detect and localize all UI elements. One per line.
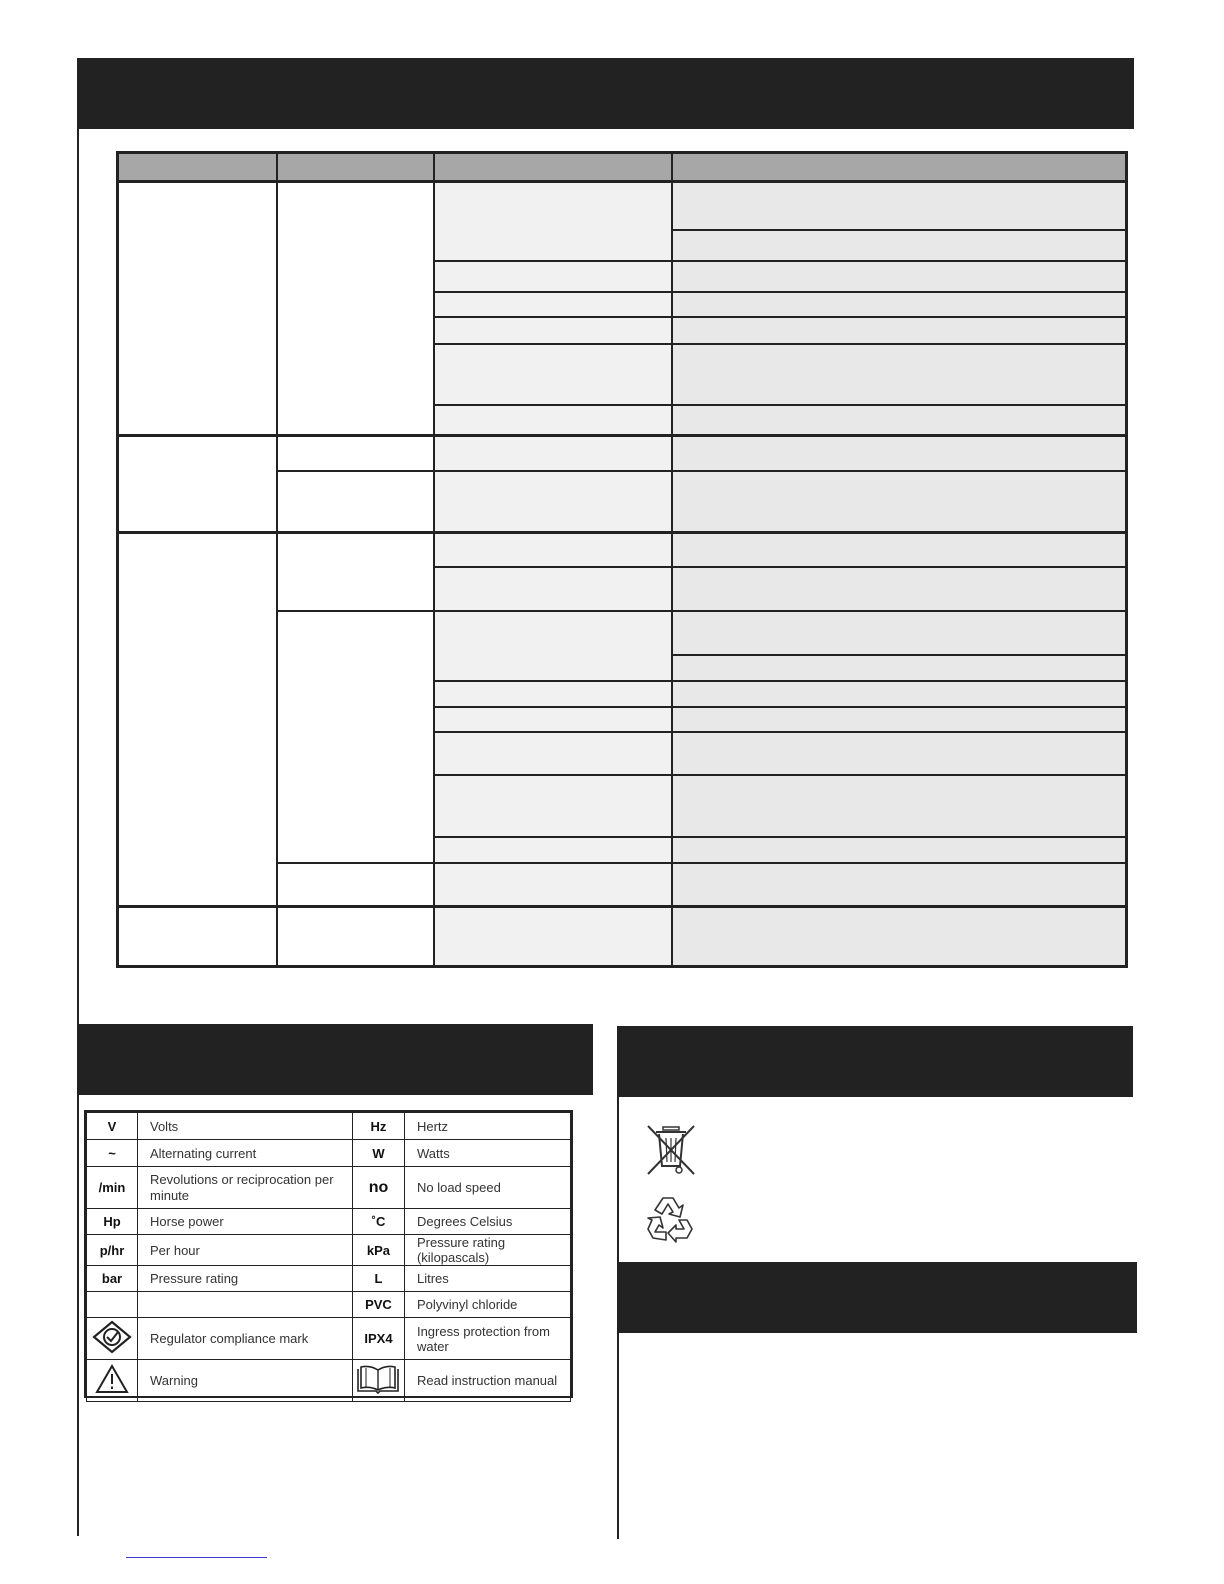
symbol-abbr: ~ [87, 1140, 138, 1167]
symbols-header-bar [77, 1024, 593, 1095]
grid-divider [671, 154, 673, 965]
symbol-abbr [87, 1292, 138, 1318]
symbol-desc: Revolutions or reciprocation per minute [138, 1167, 353, 1209]
symbol-desc: Volts [138, 1113, 353, 1140]
grid-divider [434, 291, 1125, 293]
grid-divider [119, 905, 1125, 908]
environment-header-bar [617, 1026, 1133, 1097]
grid-divider [277, 470, 1125, 472]
warranty-header-bar [617, 1262, 1137, 1333]
symbol-abbr: kPa [352, 1235, 404, 1266]
table-row [87, 1292, 571, 1318]
grid-divider [434, 404, 1125, 406]
grid-divider [277, 610, 1125, 612]
grid-divider [434, 836, 1125, 838]
grid-divider [434, 774, 1125, 776]
table-row [87, 1266, 571, 1292]
warning-triangle-icon [95, 1364, 129, 1394]
symbol-abbr: no [352, 1167, 404, 1209]
troubleshooting-table [116, 151, 1128, 968]
footer-link-underline [126, 1557, 267, 1558]
symbol-desc: Hertz [404, 1113, 570, 1140]
symbol-desc: Litres [404, 1266, 570, 1292]
symbol-abbr: Hp [87, 1209, 138, 1235]
symbol-abbr: p/hr [87, 1235, 138, 1266]
symbol-desc: Watts [404, 1140, 570, 1167]
symbol-abbr: bar [87, 1266, 138, 1292]
crossed-out-bin-icon [644, 1124, 698, 1178]
symbols-table [84, 1110, 573, 1398]
grid-divider [434, 316, 1125, 318]
grid-divider [434, 566, 1125, 568]
symbol-desc: Horse power [138, 1209, 353, 1235]
open-book-icon [355, 1364, 401, 1394]
symbol-desc: Regulator compliance mark [138, 1318, 353, 1360]
symbol-desc [138, 1292, 353, 1318]
symbol-desc: Degrees Celsius [404, 1209, 570, 1235]
grid-divider [277, 862, 1125, 864]
symbol-desc: Pressure rating (kilopascals) [404, 1235, 570, 1266]
symbol-desc: Per hour [138, 1235, 353, 1266]
table-row [87, 1360, 571, 1402]
symbol-desc: No load speed [404, 1167, 570, 1209]
troubleshooting-header-bar [77, 58, 1134, 129]
table-row [87, 1140, 571, 1167]
table-row [87, 1113, 571, 1140]
grid-divider [434, 343, 1125, 345]
table-row [87, 1167, 571, 1209]
remedy-column [672, 180, 1125, 965]
table-row [87, 1318, 571, 1360]
grid-divider [434, 260, 1125, 262]
cause-column [434, 180, 672, 965]
table-row [87, 1209, 571, 1235]
symbol-abbr: L [352, 1266, 404, 1292]
regulator-compliance-icon [91, 1320, 133, 1354]
grid-divider [433, 154, 435, 965]
grid-divider [434, 706, 1125, 708]
grid-divider [434, 731, 1125, 733]
recycle-icon [643, 1192, 697, 1244]
symbol-desc: Alternating current [138, 1140, 353, 1167]
grid-divider [672, 654, 1125, 656]
grid-divider [434, 680, 1125, 682]
symbol-abbr: W [352, 1140, 404, 1167]
symbol-abbr: PVC [352, 1292, 404, 1318]
symbol-abbr [352, 1360, 404, 1402]
symbol-desc: Pressure rating [138, 1266, 353, 1292]
grid-divider [672, 229, 1125, 231]
grid-divider [119, 180, 1125, 183]
cause-area-column [277, 180, 434, 965]
symbol-desc: Ingress protection from water [404, 1318, 570, 1360]
problem-column [119, 180, 277, 965]
symbol-abbr: V [87, 1113, 138, 1140]
table-header-row [119, 154, 1125, 180]
symbol-desc: Warning [138, 1360, 353, 1402]
grid-divider [276, 154, 278, 965]
symbol-abbr: IPX4 [352, 1318, 404, 1360]
symbol-desc: Polyvinyl chloride [404, 1292, 570, 1318]
left-margin-rule [77, 128, 79, 1536]
symbol-abbr [87, 1318, 138, 1360]
symbol-desc: Read instruction manual [404, 1360, 570, 1402]
symbol-abbr [87, 1360, 138, 1402]
symbol-abbr: ˚C [352, 1209, 404, 1235]
grid-divider [119, 434, 1125, 437]
grid-divider [119, 531, 1125, 534]
table-row [87, 1235, 571, 1266]
symbol-abbr: /min [87, 1167, 138, 1209]
symbol-abbr: Hz [352, 1113, 404, 1140]
